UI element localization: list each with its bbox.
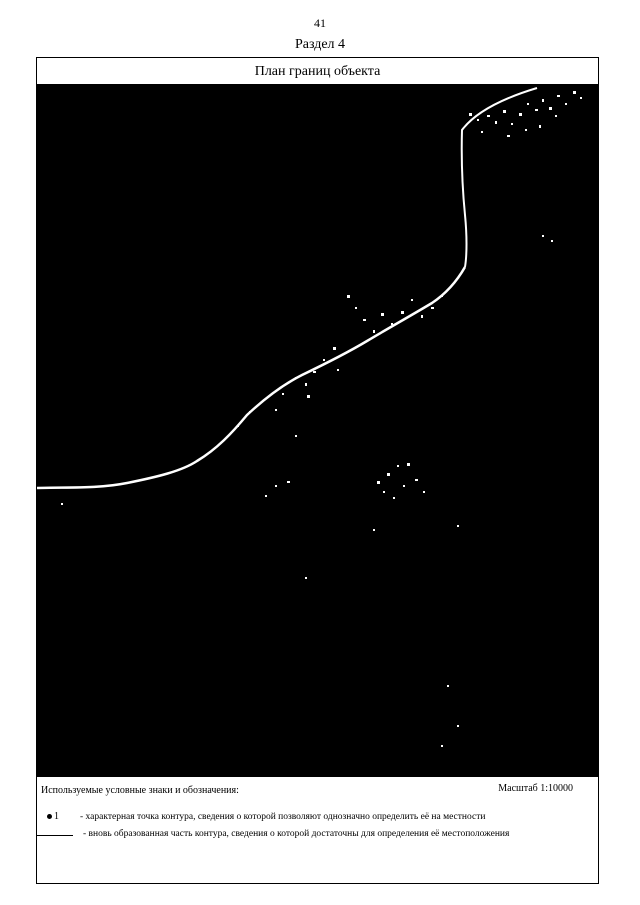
legend-item-point xyxy=(47,811,592,822)
page-number: 41 xyxy=(314,16,326,30)
point-icon xyxy=(47,814,52,819)
point-description: - характерная точка контура, сведения о которой позволяют однозначно определить её на местности xyxy=(80,812,486,822)
legend-heading: Используемые условные знаки и обозначения: xyxy=(41,785,239,796)
line-description: - вновь образованная часть контура, сведения о которой достаточны для определения её местоположения xyxy=(83,829,510,839)
plan-title: План границ объекта xyxy=(37,58,598,85)
map-image xyxy=(37,85,598,776)
scale-label: Масштаб 1:10000 xyxy=(498,783,573,794)
legend xyxy=(37,776,598,883)
map-background xyxy=(37,85,598,776)
line-icon xyxy=(37,835,73,836)
point-number: 1 xyxy=(54,811,59,822)
plan-frame xyxy=(36,57,599,884)
map-features xyxy=(37,85,598,776)
section-title: Раздел 4 xyxy=(294,37,346,52)
